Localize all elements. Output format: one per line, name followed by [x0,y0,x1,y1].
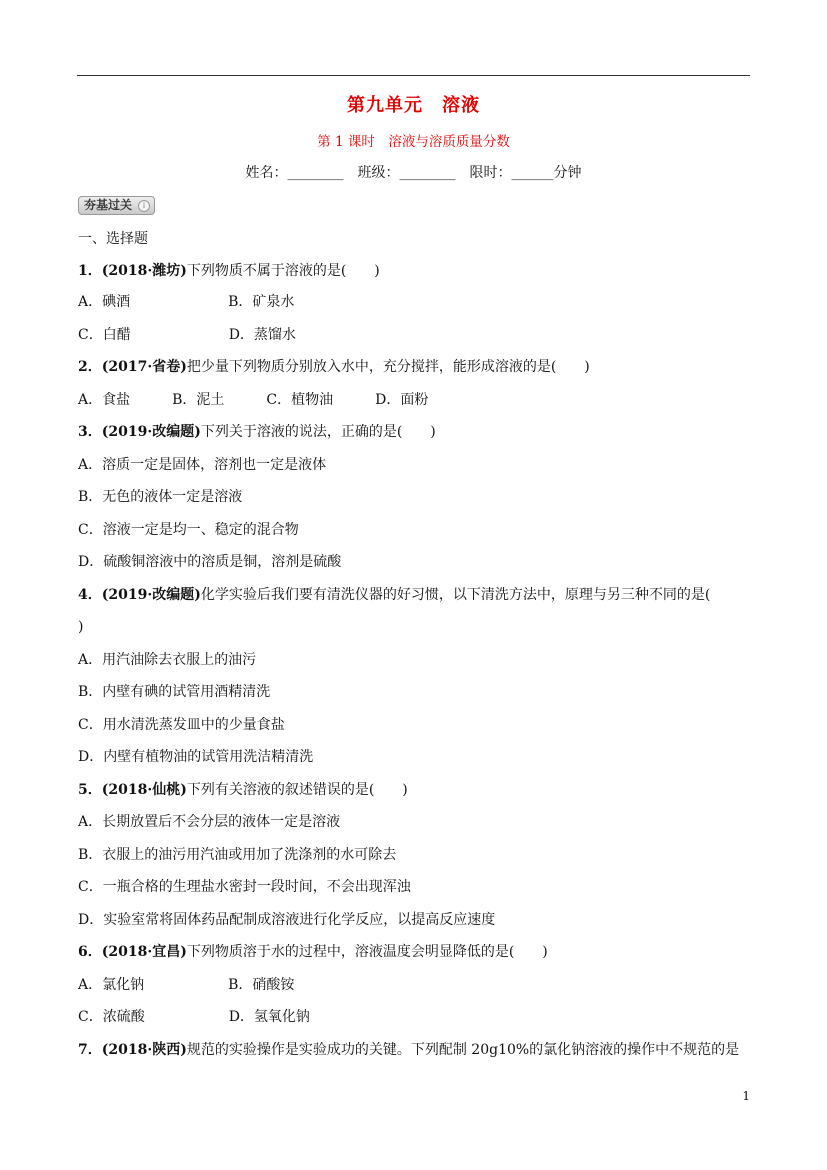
question-5 [78,780,408,800]
question-stem-continuation: ) [78,619,84,635]
question-source: (2017·省卷) [101,359,187,375]
question-number: 6． [78,944,102,960]
question-stem: 规范的实验操作是实验成功的关键。下列配制 20g10%的氯化钠溶液的操作中不规范的是 [186,1042,740,1058]
option-row: A．碘酒 B．矿泉水 [78,294,295,310]
question-2 [78,357,590,377]
question-number: 5． [78,782,102,798]
option-row: A．长期放置后不会分层的液体一定是溶液 [78,814,341,830]
question-source: (2018·潍坊) [101,263,187,279]
student-info-line: 姓名：________ 班级：________ 限时：______分钟 [245,165,582,181]
question-stem: 把少量下列物质分别放入水中，充分搅拌，能形成溶液的是( ) [186,359,590,375]
option-row: C．溶液一定是均一、稳定的混合物 [78,522,299,538]
option-row: D．内壁有植物油的试管用洗洁精清洗 [78,749,314,765]
option-row: A．氯化钠 B．硝酸铵 [78,977,295,993]
page-title: 第九单元 溶液 [347,95,480,116]
question-source: (2018·仙桃) [101,782,187,798]
option-row: A．用汽油除去衣服上的油污 [78,652,257,668]
question-stem: 下列物质不属于溶液的是( ) [186,263,380,279]
option-row: D．实验室常将固体药品配制成溶液进行化学反应，以提高反应速度 [78,912,496,928]
question-4 [78,585,710,605]
option-row: A．食盐 B．泥土 C．植物油 D．面粉 [78,392,429,408]
question-stem: 下列物质溶于水的过程中，溶液温度会明显降低的是( ) [186,944,548,960]
section-badge [78,196,155,215]
header-rule [77,75,750,76]
option-row: B．衣服上的油污用汽油或用加了洗涤剂的水可除去 [78,847,397,863]
lesson-subtitle: 第 1 课时 溶液与溶质质量分数 [317,134,510,150]
badge-label: 夯基过关 [84,198,133,212]
question-number: 7． [78,1042,102,1058]
option-row: C．用水清洗蒸发皿中的少量食盐 [78,717,285,733]
question-source: (2019·改编题) [101,424,201,440]
option-row: C．一瓶合格的生理盐水密封一段时间，不会出现浑浊 [78,879,411,895]
question-number: 1． [78,263,102,279]
question-stem: 下列有关溶液的叙述错误的是( ) [186,782,408,798]
page-number: 1 [742,1089,750,1103]
question-6 [78,942,548,962]
question-source: (2019·改编题) [101,587,201,603]
option-row: D．硫酸铜溶液中的溶质是铜，溶剂是硫酸 [78,554,342,570]
question-3 [78,422,436,442]
option-row: B．内壁有碘的试管用酒精清洗 [78,684,271,700]
question-7 [78,1040,739,1060]
question-1 [78,261,380,281]
question-source: (2018·宜昌) [101,944,187,960]
option-row: A．溶质一定是固体，溶剂也一定是液体 [78,457,327,473]
info-icon: i [138,200,150,212]
option-row: C．白醋 D．蒸馏水 [78,327,296,343]
question-stem: 化学实验后我们要有清洗仪器的好习惯，以下清洗方法中，原理与另三种不同的是( [200,587,711,603]
question-number: 2． [78,359,102,375]
option-row: B．无色的液体一定是溶液 [78,489,243,505]
question-source: (2018·陕西) [101,1042,187,1058]
option-row: C．浓硫酸 D．氢氧化钠 [78,1009,310,1025]
question-number: 4． [78,587,102,603]
section-heading: 一、选择题 [78,231,148,247]
question-stem: 下列关于溶液的说法，正确的是( ) [200,424,436,440]
question-number: 3． [78,424,102,440]
